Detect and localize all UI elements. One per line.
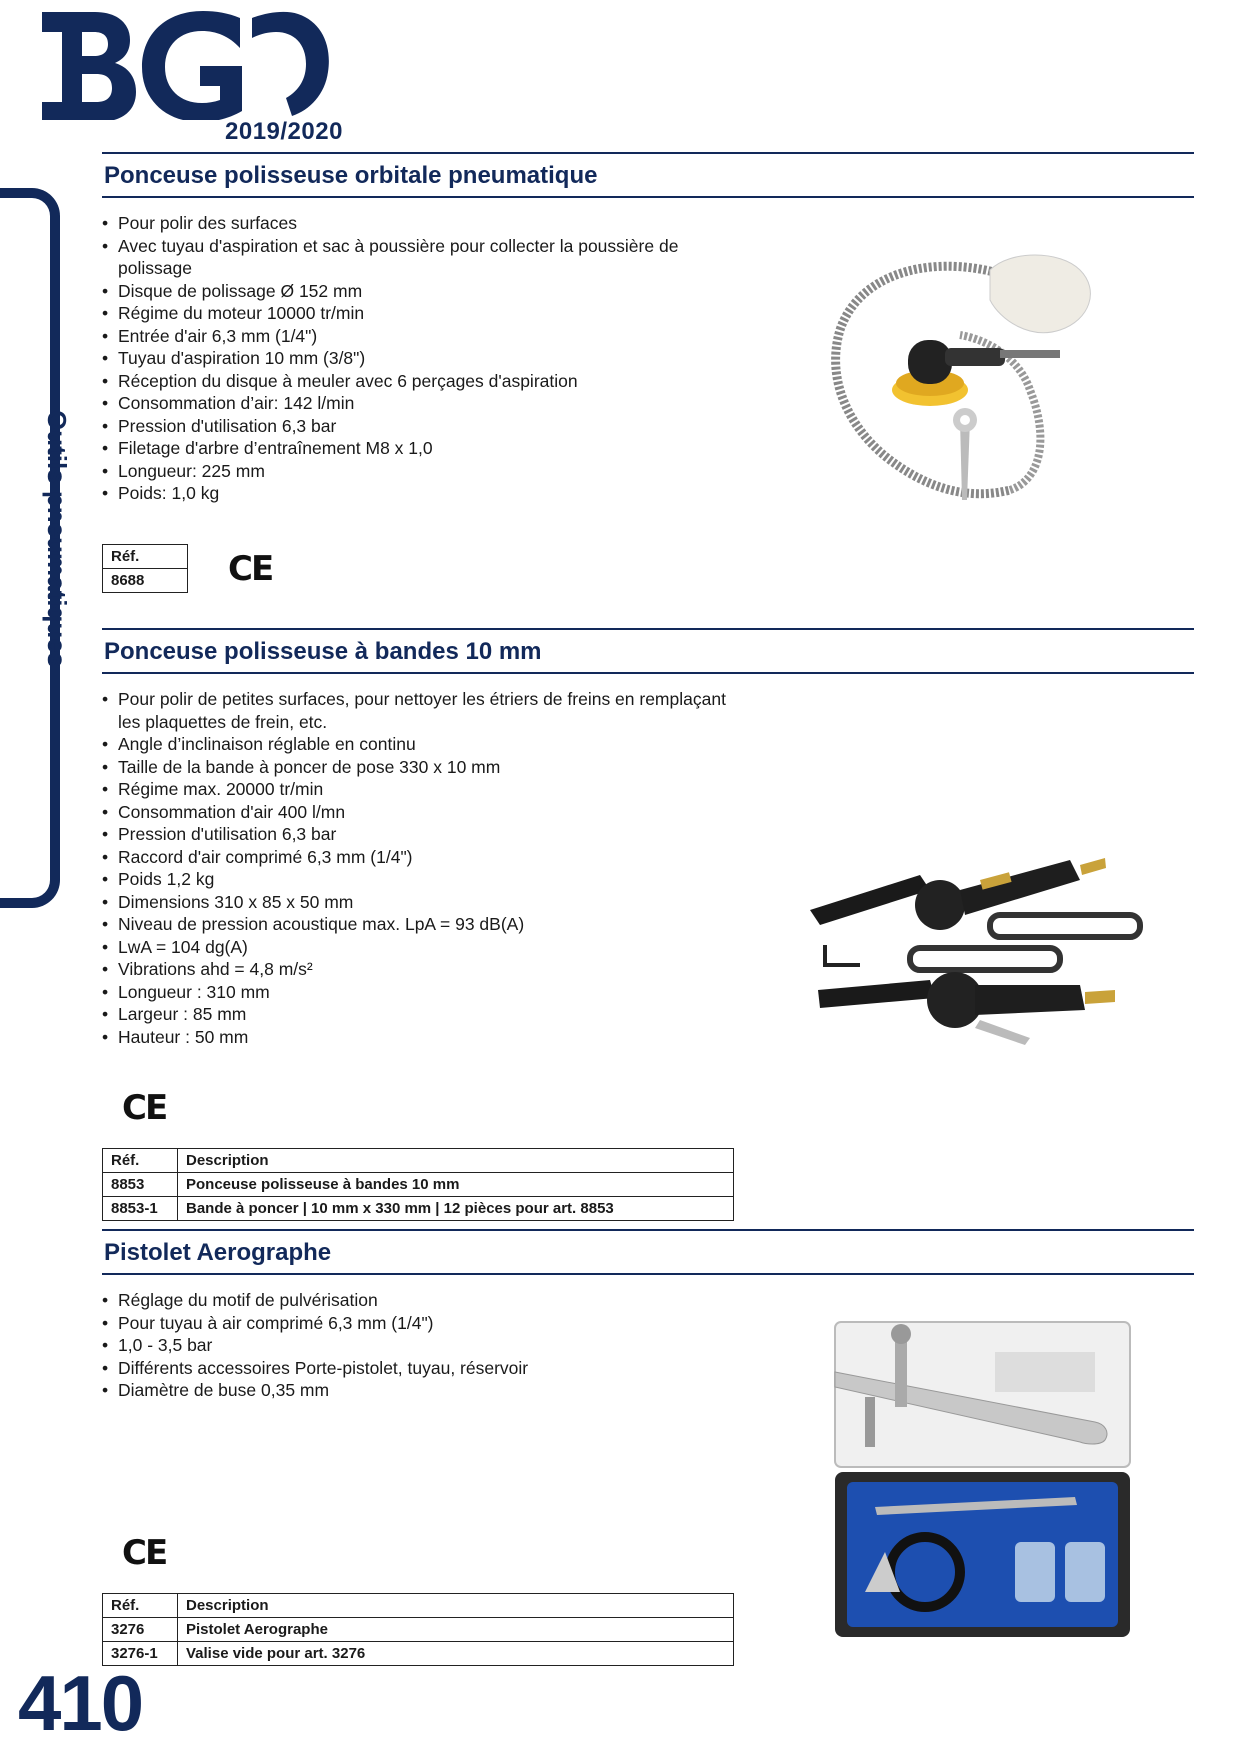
section-title: Pistolet Aerographe — [102, 1229, 1194, 1275]
table-row — [103, 1197, 734, 1221]
page-number: 410 — [18, 1659, 143, 1747]
table-row — [103, 1618, 734, 1642]
table-row — [103, 1642, 734, 1666]
ref-table — [102, 544, 188, 593]
list-item: • Réception du disque à meuler avec 6 perçages d'aspiration — [102, 370, 742, 393]
list-item: • Différents accessoires Porte-pistolet, tuyau, réservoir — [102, 1357, 742, 1380]
ref-table — [102, 1593, 734, 1666]
list-item: • Vibrations ahd = 4,8 m/s² — [102, 958, 742, 981]
airbrush-kit-image — [825, 1312, 1140, 1642]
list-item: • Raccord d'air comprimé 6,3 mm (1/4") — [102, 846, 742, 869]
list-item: • Longueur : 310 mm — [102, 981, 742, 1004]
col-header-ref: Réf. — [103, 1594, 178, 1618]
feature-list — [102, 212, 742, 505]
list-item: • 1,0 - 3,5 bar — [102, 1334, 742, 1357]
list-item: • Entrée d'air 6,3 mm (1/4") — [102, 325, 742, 348]
bgs-logo — [40, 10, 343, 145]
list-item: • Tuyau d'aspiration 10 mm (3/8") — [102, 347, 742, 370]
description-cell: Pistolet Aerographe — [178, 1618, 734, 1642]
description-cell: Valise vide pour art. 3276 — [178, 1642, 734, 1666]
list-item: • Pression d'utilisation 6,3 bar — [102, 415, 742, 438]
list-item: • Angle d’inclinaison réglable en continu — [102, 733, 742, 756]
list-item: • Pression d'utilisation 6,3 bar — [102, 823, 742, 846]
section-title: Ponceuse polisseuse à bandes 10 mm — [102, 628, 1194, 674]
list-item: • Niveau de pression acoustique max. LpA = 93 dB(A) — [102, 913, 742, 936]
ref-cell: 8853-1 — [103, 1197, 178, 1221]
table-row — [103, 1173, 734, 1197]
list-item: • Poids 1,2 kg — [102, 868, 742, 891]
ce-mark: CE — [122, 1088, 167, 1128]
list-item: • Régime max. 20000 tr/min — [102, 778, 742, 801]
feature-list — [102, 688, 742, 1048]
list-item: • Hauteur : 50 mm — [102, 1026, 742, 1049]
list-item: • Avec tuyau d'aspiration et sac à poussière pour collecter la poussière de polissage — [102, 235, 742, 280]
ref-cell: 8853 — [103, 1173, 178, 1197]
ce-mark: CE — [228, 548, 273, 589]
list-item: • Diamètre de buse 0,35 mm — [102, 1379, 742, 1402]
list-item: • Consommation d'air 400 l/mn — [102, 801, 742, 824]
catalog-year: 2019/2020 — [225, 118, 343, 145]
list-item: • Poids: 1,0 kg — [102, 482, 742, 505]
list-item: • Réglage du motif de pulvérisation — [102, 1289, 742, 1312]
description-cell: Ponceuse polisseuse à bandes 10 mm — [178, 1173, 734, 1197]
col-header-description: Description — [178, 1149, 734, 1173]
list-item: • Filetage d'arbre d’entraînement M8 x 1,0 — [102, 437, 742, 460]
list-item: • Consommation d’air: 142 l/min — [102, 392, 742, 415]
ref-table — [102, 1148, 734, 1221]
section-title: Ponceuse polisseuse orbitale pneumatique — [102, 152, 1194, 198]
belt-sander-image — [800, 820, 1150, 1060]
ce-mark: CE — [122, 1533, 167, 1573]
list-item: • Longueur: 225 mm — [102, 460, 742, 483]
list-item: • Largeur : 85 mm — [102, 1003, 742, 1026]
ref-header: Réf. — [103, 545, 188, 569]
list-item: • Pour tuyau à air comprimé 6,3 mm (1/4") — [102, 1312, 742, 1335]
feature-list — [102, 1289, 742, 1402]
list-item: • Taille de la bande à poncer de pose 330 x 10 mm — [102, 756, 742, 779]
ref-cell: 3276-1 — [103, 1642, 178, 1666]
list-item: • LwA = 104 dg(A) — [102, 936, 742, 959]
side-tab-label: Outils pneumatiques — [42, 410, 72, 668]
orbital-sander-image — [820, 240, 1140, 550]
list-item: • Pour polir des surfaces — [102, 212, 742, 235]
ref-number: 8688 — [103, 569, 188, 593]
list-item: • Dimensions 310 x 85 x 50 mm — [102, 891, 742, 914]
col-header-description: Description — [178, 1594, 734, 1618]
ref-cell: 3276 — [103, 1618, 178, 1642]
description-cell: Bande à poncer | 10 mm x 330 mm | 12 pièces pour art. 8853 — [178, 1197, 734, 1221]
list-item: • Régime du moteur 10000 tr/min — [102, 302, 742, 325]
list-item: • Pour polir de petites surfaces, pour nettoyer les étriers de freins en remplaçant les plaquettes de frein, etc. — [102, 688, 742, 733]
col-header-ref: Réf. — [103, 1149, 178, 1173]
list-item: • Disque de polissage Ø 152 mm — [102, 280, 742, 303]
bgs-logo-mark — [40, 10, 330, 120]
